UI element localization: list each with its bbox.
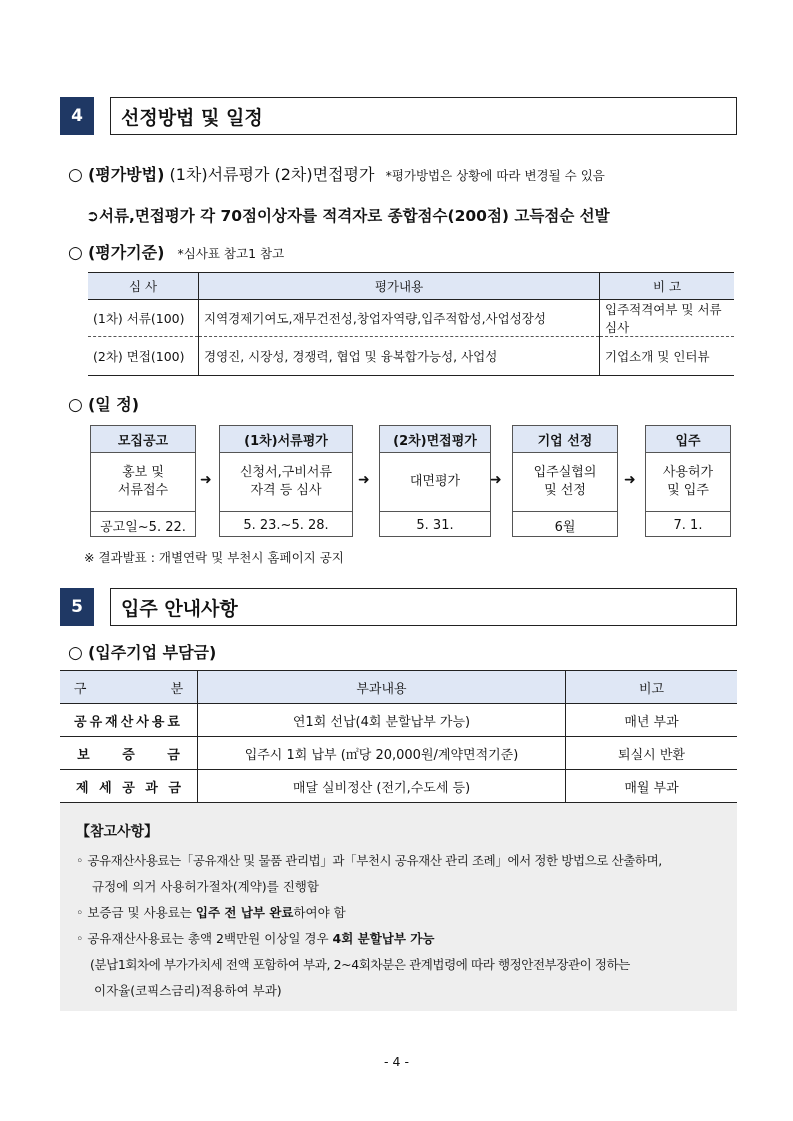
reference-title: 【참고사항】 (76, 824, 159, 840)
bullet-dot-icon: ◦ (76, 853, 84, 868)
reference-item-2-bold: 입주 전 납부 완료 (195, 905, 294, 920)
schedule-step-4 (512, 425, 618, 537)
table-cell: 경영진, 시장성, 경쟁력, 협업 및 융복합가능성, 사업성 (199, 337, 600, 376)
fees-table (60, 670, 737, 803)
criteria-label: (평가기준) (87, 243, 165, 262)
step-title: (2차)면접평가 (380, 426, 490, 453)
arrow-right-icon: ➲ (86, 207, 99, 225)
schedule-step-5 (645, 425, 731, 537)
table-cell: 공유재산사용료 (60, 704, 198, 737)
reference-box (60, 803, 737, 1011)
reference-item-2-post: 하여야 함 (293, 905, 346, 920)
reference-item-1 (76, 851, 662, 869)
table-cell: 매월 부과 (566, 770, 738, 803)
bullet-dot-icon: ◦ (76, 905, 84, 920)
table-cell: 보 증 금 (60, 737, 198, 770)
step-body: 사용허가 및 입주 (646, 453, 730, 512)
arrow-right-icon: ➜ (490, 472, 502, 488)
bullet-circle-icon: ○ (68, 643, 83, 663)
table-header-row (60, 671, 737, 704)
bullet-circle-icon: ○ (68, 243, 83, 263)
step-date: 5. 23.~5. 28. (243, 517, 329, 533)
table-header: 평가내용 (199, 273, 600, 300)
reference-item-3-cont-2: 이자율(코픽스금리)적용하여 부과) (94, 983, 282, 998)
table-cell: 제 세 공 과 금 (60, 770, 198, 803)
reference-item-1-cont: 규정에 의거 사용허가절차(계약)를 진행함 (92, 879, 319, 894)
table-cell: 입주적격여부 및 서류심사 (600, 300, 735, 337)
criteria-note: *심사표 참고1 참고 (177, 246, 285, 261)
step-title: 기업 선정 (513, 426, 617, 453)
reference-item-1-text: 공유재산사용료는「공유재산 및 물품 관리법」과「부천시 공유재산 관리 조례」에서 정한 방법으로 산출하며, (87, 853, 662, 868)
method-line (68, 162, 605, 185)
table-row (88, 300, 734, 337)
table-cell: 기업소개 및 인터뷰 (600, 337, 735, 376)
table-header (60, 671, 198, 704)
page-number: - 4 - (384, 1054, 409, 1069)
step-date: 5. 31. (416, 517, 454, 533)
table-row (60, 704, 737, 737)
table-header: 심 사 (88, 273, 199, 300)
step-date: 6월 (554, 519, 576, 535)
step-body: 홍보 및 서류접수 (91, 453, 195, 512)
section-4-number: 4 (60, 97, 94, 135)
table-cell: 지역경제기여도,재무건전성,창업자역량,입주적합성,사업성장성 (199, 300, 600, 337)
method-note: *평가방법은 상황에 따라 변경될 수 있음 (385, 168, 605, 183)
method-text: (1차)서류평가 (2차)면접평가 (169, 165, 375, 184)
section-5-number: 5 (60, 588, 94, 626)
arrow-right-icon: ➜ (200, 472, 212, 488)
table-cell: 매년 부과 (566, 704, 738, 737)
bullet-circle-icon: ○ (68, 395, 83, 415)
step-date: 7. 1. (673, 517, 703, 533)
reference-item-3-bold: 4회 분할납부 가능 (332, 931, 435, 946)
reference-item-3-cont: (분납1회차에 부가가치세 전액 포함하여 부과, 2~4회차분은 관계법령에 따라 행정안전부장관이 정하는 (90, 957, 630, 972)
table-header-label: 구 분 (73, 681, 184, 697)
schedule-step-3 (379, 425, 491, 537)
fees-line (68, 640, 216, 663)
bullet-dot-icon: ◦ (76, 931, 84, 946)
table-cell: 입주시 1회 납부 (㎡당 20,000원/계약면적기준) (198, 737, 566, 770)
table-row (60, 770, 737, 803)
schedule-step-2 (219, 425, 353, 537)
result-note: ※ 결과발표 : 개별연락 및 부천시 홈페이지 공지 (84, 550, 344, 565)
table-header: 비 고 (600, 273, 735, 300)
schedule-line (68, 392, 139, 415)
criteria-line (68, 240, 284, 263)
reference-item-3-pre: 공유재산사용료는 총액 2백만원 이상일 경우 (87, 931, 333, 946)
table-row (88, 337, 734, 376)
step-body: 입주실협의 및 선정 (513, 453, 617, 512)
step-title: 입주 (646, 426, 730, 453)
table-cell: 연1회 선납(4회 분할납부 가능) (198, 704, 566, 737)
method-highlight-line (86, 204, 610, 226)
bullet-circle-icon: ○ (68, 165, 83, 185)
reference-item-3 (76, 929, 434, 947)
schedule-step-1 (90, 425, 196, 537)
section-5-title: 입주 안내사항 (110, 588, 737, 626)
section-4-title: 선정방법 및 일정 (110, 97, 737, 135)
table-cell: (2차) 면접(100) (88, 337, 199, 376)
table-cell: 매달 실비정산 (전기,수도세 등) (198, 770, 566, 803)
table-header: 비고 (566, 671, 738, 704)
step-body: 대면평가 (380, 453, 490, 512)
reference-item-2-pre: 보증금 및 사용료는 (87, 905, 196, 920)
fees-label: (입주기업 부담금) (87, 643, 217, 662)
step-body: 신청서,구비서류 자격 등 심사 (220, 453, 352, 512)
method-label: (평가방법) (87, 165, 165, 184)
table-header-row (88, 273, 734, 300)
step-date: 공고일~5. 22. (100, 519, 186, 535)
criteria-table (88, 272, 734, 376)
arrow-right-icon: ➜ (624, 472, 636, 488)
table-header: 부과내용 (198, 671, 566, 704)
table-cell: (1차) 서류(100) (88, 300, 199, 337)
method-highlight: 서류,면접평가 각 70점이상자를 적격자로 종합점수(200점) 고득점순 선발 (99, 207, 610, 225)
table-cell: 퇴실시 반환 (566, 737, 738, 770)
schedule-label: (일 정) (87, 395, 140, 414)
arrow-right-icon: ➜ (358, 472, 370, 488)
reference-item-2 (76, 903, 346, 921)
step-title: (1차)서류평가 (220, 426, 352, 453)
step-title: 모집공고 (91, 426, 195, 453)
table-row (60, 737, 737, 770)
